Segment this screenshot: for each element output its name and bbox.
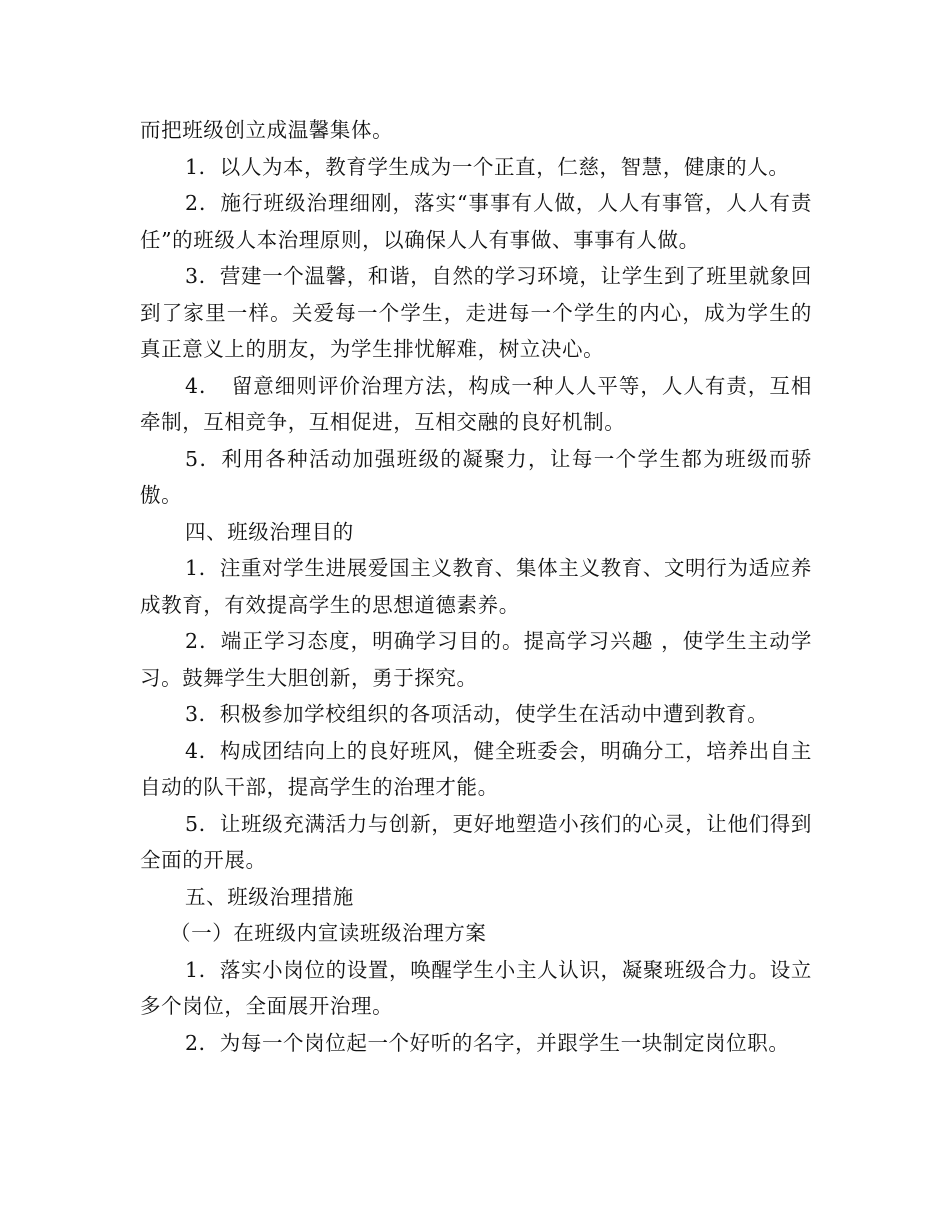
paragraph-continuation: 而把班级创立成温馨集体。: [140, 118, 394, 142]
section-heading: 四、班级治理目的: [185, 519, 354, 544]
document-body: [140, 112, 812, 1061]
subsection-heading: （一）在班级内宣读班级治理方案: [170, 921, 487, 945]
list-item: 2．施行班级治理细刚，落实“事事有人做，人人有事管，人人有责任”的班级人本治理原则，以确保人人有事做、事事有人做。: [140, 191, 812, 252]
list-item: 5．让班级充满活力与创新，更好地塑造小孩们的心灵，让他们得到全面的开展。: [140, 811, 812, 872]
list-item: 2．为每一个岗位起一个好听的名字，并跟学生一块制定岗位职。: [185, 1030, 790, 1055]
list-item: 1．以人为本，教育学生成为一个正直，仁慈，智慧，健康的人。: [185, 154, 790, 179]
list-item: 1．落实小岗位的设置，唤醒学生小主人认识，凝聚班级合力。设立多个岗位，全面展开治理。: [140, 957, 812, 1018]
list-item: 1．注重对学生进展爱国主义教育、集体主义教育、文明行为适应养成教育，有效提高学生的思想道德素养。: [140, 556, 812, 617]
list-item: 3．积极参加学校组织的各项活动，使学生在活动中遭到教育。: [185, 702, 769, 726]
list-item: 4．构成团结向上的良好班风，健全班委会，明确分工，培养出自主自动的队干部，提高学生的治理才能。: [140, 738, 812, 799]
section-heading: 五、班级治理措施: [185, 884, 354, 909]
list-item: 2．端正学习态度，明确学习目的。提高学习兴趣 ，使学生主动学习。鼓舞学生大胆创新，勇于探究。: [140, 629, 812, 690]
list-item: 3．营建一个温馨，和谐，自然的学习环境，让学生到了班里就象回到了家里一样。关爱每一个学生，走进每一个学生的内心，成为学生的真正意义上的朋友，为学生排忧解难，树立决心。: [140, 264, 812, 361]
list-item: 4． 留意细则评价治理方法，构成一种人人平等，人人有责，互相牵制，互相竞争，互相促进，互相交融的良好机制。: [140, 373, 812, 434]
list-item: 5．利用各种活动加强班级的凝聚力，让每一个学生都为班级而骄傲。: [140, 446, 812, 507]
